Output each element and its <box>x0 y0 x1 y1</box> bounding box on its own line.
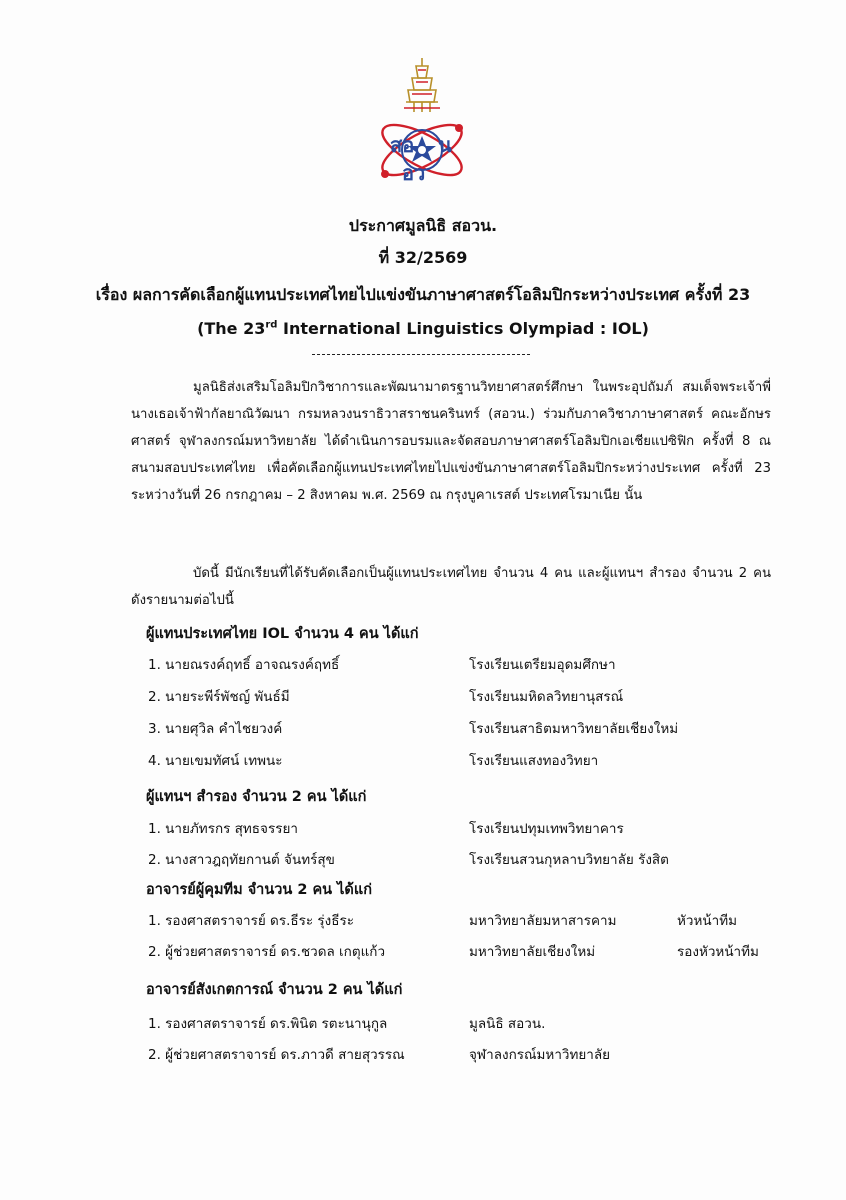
team-leader-name: 2. ผู้ช่วยศาสตราจารย์ ดร.ชวดล เกตุแก้ว <box>148 944 386 960</box>
posn-foundation-logo <box>376 56 468 196</box>
team-leader-role: หัวหน้าทีม <box>677 913 737 929</box>
alternate-name: 1. นายภัทรกร สุทธจรรยา <box>148 821 298 837</box>
team-leader-name: 1. รองศาสตราจารย์ ดร.ธีระ รุ่งธีระ <box>148 913 354 929</box>
team-leader-university: มหาวิทยาลัยมหาสารคาม <box>469 913 617 929</box>
announcement-english-title <box>0 317 846 341</box>
announcement-subject: เรื่อง ผลการคัดเลือกผู้แทนประเทศไทยไปแข่งขันภาษาศาสตร์โอลิมปิกระหว่างประเทศ ครั้งที่ 23 <box>95 285 751 304</box>
announcement-number: ที่ 32/2569 <box>378 248 468 267</box>
team-leader-role: รองหัวหน้าทีม <box>677 944 759 960</box>
observer-affiliation: มูลนิธิ สอวน. <box>469 1016 546 1032</box>
section-heading-observers: อาจารย์สังเกตการณ์ จำนวน 2 คน ได้แก่ <box>146 982 403 998</box>
observer-affiliation: จุฬาลงกรณ์มหาวิทยาลัย <box>469 1047 611 1063</box>
representative-name: 4. นายเขมทัศน์ เทพนะ <box>148 753 283 769</box>
representative-school: โรงเรียนแสงทองวิทยา <box>469 753 599 769</box>
representative-name: 2. นายระพีร์พัชญ์ พันธ์มี <box>148 689 290 705</box>
english-title-prefix: (The 23 <box>197 319 266 338</box>
representative-school: โรงเรียนสาธิตมหาวิทยาลัยเชียงใหม่ <box>469 721 679 737</box>
representative-school: โรงเรียนมหิดลวิทยานุสรณ์ <box>469 689 624 705</box>
svg-text:น: น <box>438 133 452 157</box>
title-divider <box>312 354 530 355</box>
english-title-superscript: rd <box>265 319 278 331</box>
announcement-title: ประกาศมูลนิธิ สอวน. <box>348 216 498 235</box>
section-heading-alternates: ผู้แทนฯ สำรอง จำนวน 2 คน ได้แก่ <box>146 789 367 805</box>
result-paragraph <box>131 560 771 614</box>
svg-text:อว: อว <box>402 161 426 185</box>
section-heading-representatives: ผู้แทนประเทศไทย IOL จำนวน 4 คน ได้แก่ <box>146 626 419 642</box>
section-heading-team-leaders: อาจารย์ผู้คุมทีม จำนวน 2 คน ได้แก่ <box>146 882 372 898</box>
alternate-school: โรงเรียนปทุมเทพวิทยาคาร <box>469 821 624 837</box>
result-paragraph-text: บัดนี้ มีนักเรียนที่ได้รับคัดเลือกเป็นผู้แทนประเทศไทย จำนวน 4 คน และผู้แทนฯ สำรอง จำนวน 2 คน ดังรายนามต่อไปนี้ <box>131 566 771 608</box>
observer-name: 1. รองศาสตราจารย์ ดร.พินิต รตะนานุกูล <box>148 1016 388 1032</box>
svg-text:สอ: สอ <box>390 133 415 157</box>
intro-paragraph-text: มูลนิธิส่งเสริมโอลิมปิกวิชาการและพัฒนามาตรฐานวิทยาศาสตร์ศึกษา ในพระอุปถัมภ์ สมเด็จพระเจ้าพี่นางเธอเจ้าฟ้ากัลยาณิวัฒนา กรมหลวงนราธิวาสราชนครินทร์ (สอวน.) ร่วมกับภาควิชาภาษาศาสตร์ คณะอักษรศาสตร์ จุฬาลงกรณ์มหาวิทยาลัย ได้ดำเนินการอบรมและจัดสอบภาษาศาสตร์โอลิมปิกเอเชียแปซิฟิก ครั้งที่ 8 ณ สนามสอบประเทศไทย เพื่อคัดเลือกผู้แทนประเทศไทยไปแข่งขันภาษาศาสตร์โอลิมปิกระหว่างประเทศ ครั้งที่ 23 ระหว่างวันที่ 26 กรกฎาคม – 2 สิงหาคม พ.ศ. 2569 ณ กรุงบูคาเรสต์ ประเทศโรมาเนีย นั้น <box>131 380 771 503</box>
team-leader-university: มหาวิทยาลัยเชียงใหม่ <box>469 944 596 960</box>
intro-paragraph <box>131 374 771 509</box>
representative-school: โรงเรียนเตรียมอุดมศึกษา <box>469 657 616 673</box>
representative-name: 1. นายณรงค์ฤทธิ์ อาจณรงค์ฤทธิ์ <box>148 657 340 673</box>
alternate-name: 2. นางสาวฎฤทัยกานต์ จันทร์สุข <box>148 852 335 868</box>
english-title-suffix: International Linguistics Olympiad : IOL) <box>277 319 649 338</box>
observer-name: 2. ผู้ช่วยศาสตราจารย์ ดร.ภาวดี สายสุวรรณ <box>148 1047 405 1063</box>
representative-name: 3. นายศุวิล คำไชยวงค์ <box>148 721 283 737</box>
alternate-school: โรงเรียนสวนกุหลาบวิทยาลัย รังสิต <box>469 852 669 868</box>
